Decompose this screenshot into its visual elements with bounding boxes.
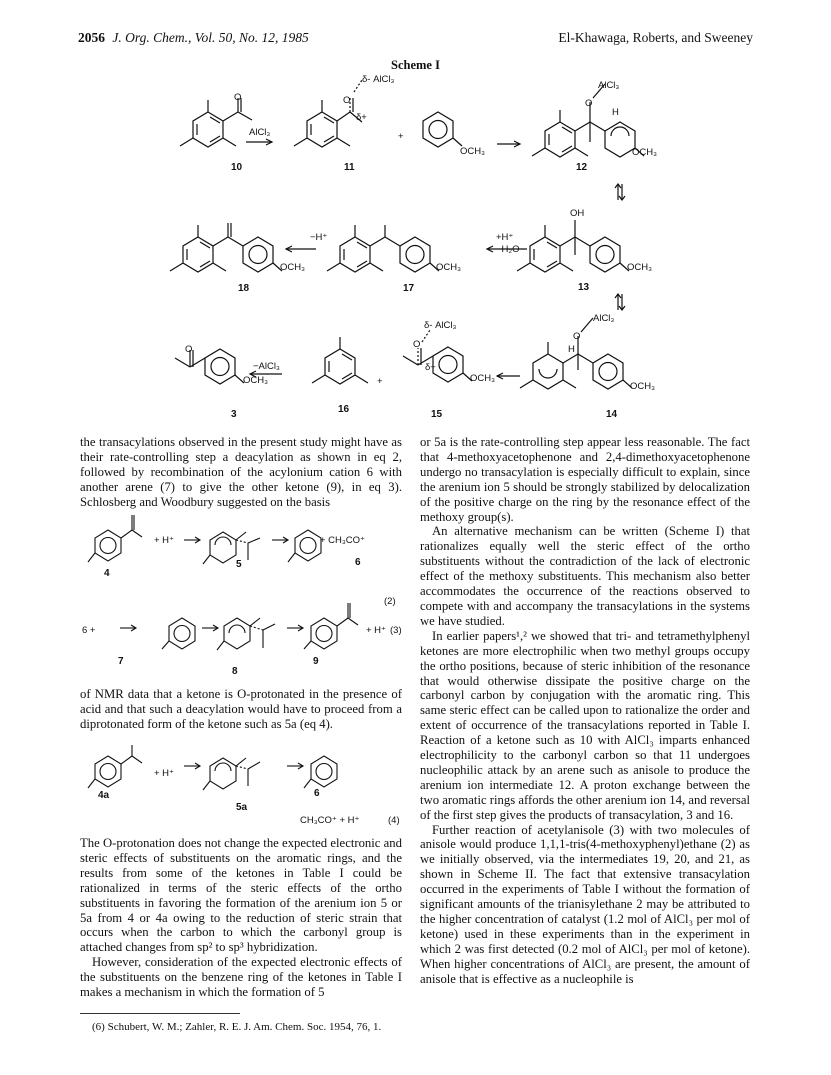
structure-14 [520, 318, 632, 389]
eq4-plus-h: + H⁺ [154, 768, 175, 779]
och3-label-3: OCH₃ [243, 375, 268, 386]
structure-12 [532, 84, 644, 157]
compound-number-18: 18 [238, 283, 250, 294]
right-column [420, 435, 750, 987]
compound-number-16: 16 [338, 404, 350, 415]
eq3-plus-h: + H⁺ [366, 625, 387, 636]
eq-number-4a: 4a [98, 790, 110, 801]
footnote: (6) Schubert, W. M.; Zahler, R. E. J. Am. Chem. Soc. 1954, 76, 1. [92, 1021, 382, 1033]
eq2-label: (2) [384, 596, 396, 607]
eq-number-6b: 6 [314, 788, 320, 799]
o-label-12: O [585, 98, 593, 109]
paragraph: An alternative mechanism can be written (Scheme I) that rationalizes equally well the steric effect of the ortho substituents without the contradiction of the lack of electronic effect of the methoxy substituents. This mechanism also better accommodates the occurrence of the reactions observed to compete with and accompany the transacylations in the systems we have studied. [420, 524, 750, 628]
paragraph: In earlier papers¹,² we showed that tri- and tetramethylphenyl ketones are more electrophilic when two methyl groups occupy the ortho positions, because of steric inhibition of the resonance that would otherwise dissipate the positive charge on the carbonyl carbon by conjugation with the aromatic ring. This same steric effect can be called upon to rationalize the order and extent of occurrence of the transacylations reported in Table I. Reaction of a ketone such as 10 with AlCl₃ imparts enhanced electrophilicity to the carbonyl carbon so that 11 undergoes nucleophilic attack by an arene such as anisole to produce the arenium ion intermediate 12. A proton exchange between the two aromatic rings affords the other arenium ion 14, and reversal of the first step gives the products of transacylation, 3 and 16. [420, 628, 750, 822]
running-header-left [78, 30, 309, 46]
minus-h2o-label: −H₂O [496, 244, 520, 255]
compound-number-17: 17 [403, 283, 415, 294]
och3-label-17: OCH₃ [436, 262, 461, 273]
o-label-11: O [343, 95, 351, 106]
plus-h-label: +H⁺ [496, 232, 514, 243]
compound-number-13: 13 [578, 282, 590, 293]
structure-18 [170, 223, 282, 272]
structure-16 [312, 337, 368, 384]
och3-label-12: OCH₃ [632, 147, 657, 158]
left-column-mid [80, 687, 402, 732]
alcl3-label-14: AlCl₃ [593, 313, 615, 324]
eq3-six-plus: 6 + [82, 625, 96, 636]
footnote-rule [80, 1013, 240, 1014]
compound-number-3: 3 [231, 409, 237, 420]
structure-11 [294, 80, 362, 147]
o-label-10: O [234, 92, 242, 103]
compound-number-10: 10 [231, 162, 243, 173]
eq4-label: (4) [388, 815, 400, 826]
compound-number-11: 11 [344, 162, 355, 173]
left-column-top [80, 435, 402, 510]
scheme-1-drawing [0, 60, 831, 440]
left-column-bottom [80, 836, 402, 1000]
running-header-authors: El-Khawaga, Roberts, and Sweeney [558, 30, 753, 45]
delta-alcl3-label-11: δ- AlCl₃ [362, 74, 395, 85]
alcl3-label-12: AlCl₃ [598, 80, 620, 91]
delta-plus-label-11: δ+ [356, 112, 367, 123]
equation-2-3-drawing [80, 510, 410, 670]
equilibrium-12-13 [615, 184, 625, 200]
h-label-14: H [568, 344, 575, 355]
compound-number-12: 12 [576, 162, 588, 173]
eq-number-8: 8 [232, 666, 238, 677]
paragraph: The O-protonation does not change the expected electronic and steric effects of substituents on the aromatic rings, and the results from some of the ketones in Table I could be rationalized in terms of the steric effects of the ortho substituents in favoring the formation of the arenium ion 5 or 5a from 4 or 4a owing to the reduction of steric strain that occurs when the carbon to which the carbonyl group is attached changes from sp² to sp³ hybridization. [80, 836, 402, 955]
paragraph: Further reaction of acetylanisole (3) with two molecules of anisole would produce 1,1,1-tris(4-methoxyphenyl)ethane (2) as we initially observed, via the intermediates 19, 20, and 21, as shown in Scheme II. The fact that extensive transacylation occurred in the experiments of Table I without the formation of significant amounts of the trianisylethane 2 may be attributed to the higher concentration of catalyst (1.2 mol of AlCl₃ per mol of ketone) used in these experiments than in the experiment in which 2 was first detected (0.2 mol of AlCl₃ per mol of ketone). When higher concentrations of AlCl₃ are present, the amount of anisole that is effective as a nucleophile is [420, 822, 750, 986]
eq-number-9: 9 [313, 656, 319, 667]
eq2-ch3co: + CH₃CO⁺ [320, 535, 366, 546]
paragraph: However, consideration of the expected electronic effects of the substituents on the benzene ring of the ketones in Table I makes a mechanism in which the formation of 5 [80, 955, 402, 1000]
och3-label-18: OCH₃ [280, 262, 305, 273]
compound-number-14: 14 [606, 409, 618, 420]
structure-15 [403, 330, 472, 382]
eq-number-4: 4 [104, 568, 110, 579]
eq-number-5: 5 [236, 559, 242, 570]
compound-number-15: 15 [431, 409, 443, 420]
oh-label-13: OH [570, 208, 585, 219]
minus-h-label: −H⁺ [310, 232, 328, 243]
eq-number-5a: 5a [236, 802, 248, 813]
paragraph: the transacylations observed in the present study might have as their rate-controlling step a deacylation as shown in eq 2, followed by recombination of the acylonium cation 6 with another arene (7) to give the other ketone (9), in eq 3). Schlosberg and Woodbury suggested on the basis [80, 435, 402, 509]
paragraph: or 5a is the rate-controlling step appear less reasonable. The fact that 4-methoxyacetophenone and 2,4-dimethoxyacetophenone undergo no transacylation is especially difficult to explain, since the arenium ion 5 should be strongly stabilized by delocalization of the positive charge on the ring by the resonance effect of the methoxy group(s). [420, 435, 750, 524]
h-label-12: H [612, 107, 619, 118]
scheme-title: Scheme I [391, 58, 440, 72]
alcl3-over-arrow: AlCl₃ [249, 127, 271, 138]
structure-10 [180, 98, 252, 147]
och3-label-15: OCH₃ [470, 373, 495, 384]
delta-plus-label-15: δ+ [425, 362, 436, 373]
eq-number-7: 7 [118, 656, 124, 667]
structure-anisole [423, 112, 462, 147]
o-label-3: O [185, 344, 193, 355]
plus-sign-2: + [377, 376, 383, 387]
structure-17 [327, 225, 439, 272]
structure-13 [517, 220, 629, 272]
o-label-14: O [573, 331, 581, 342]
delta-alcl3-label-15: δ- AlCl₃ [424, 320, 457, 331]
och3-label-13: OCH₃ [627, 262, 652, 273]
journal-citation: J. Org. Chem., Vol. 50, No. 12, 1985 [112, 30, 309, 45]
equilibrium-13-14 [615, 294, 625, 310]
page-number: 2056 [78, 30, 105, 45]
plus-sign-1: + [398, 131, 404, 142]
eq3-label: (3) [390, 625, 402, 636]
o-label-15: O [413, 339, 421, 350]
och3-label-14: OCH₃ [630, 381, 655, 392]
paragraph: of NMR data that a ketone is O-protonated in the presence of acid and that such a deacylation would have to proceed from a diprotonated form of the ketone such as 5a (eq 4). [80, 687, 402, 731]
och3-label-anisole: OCH₃ [460, 146, 485, 157]
eq2-plus-h: + H⁺ [154, 535, 175, 546]
minus-alcl3-label: −AlCl₃ [253, 361, 280, 372]
eq-number-6: 6 [355, 557, 361, 568]
eq4-ch3co-h: CH₃CO⁺ + H⁺ [300, 815, 360, 826]
